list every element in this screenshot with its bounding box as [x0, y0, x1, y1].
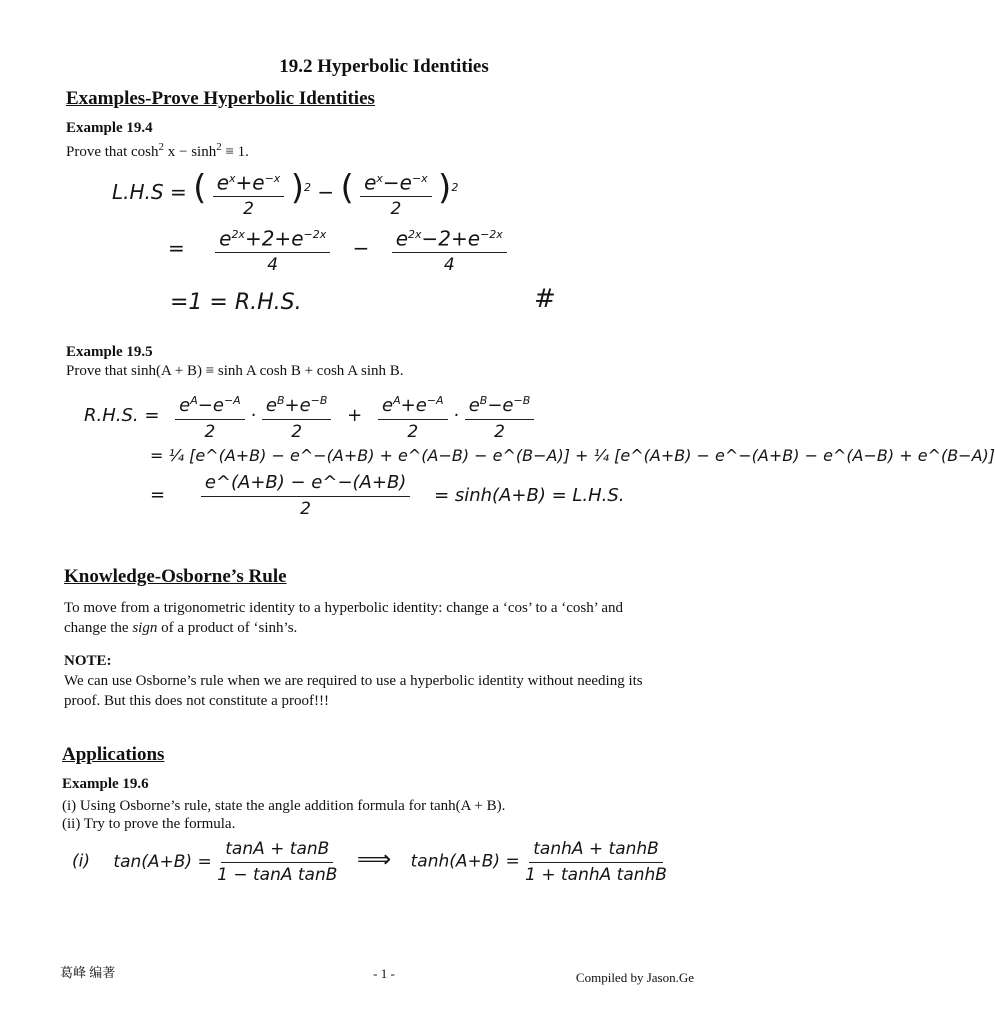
- section-heading-osborne: Knowledge-Osborne’s Rule: [64, 566, 287, 587]
- note-paragraph: We can use Osborne’s rule when we are required to use a hyperbolic identity without needing its proof. But this does not constitute a proof!!!: [64, 673, 643, 709]
- note-label: NOTE:: [64, 653, 112, 669]
- example-19-4-prompt: Prove that $\cosh^2 x - \sinh^2 \equiv 1$.: [66, 141, 249, 160]
- example-19-6-item-ii: (ii) Try to prove the formula.: [62, 816, 236, 832]
- handwritten-rhs-line2: = ¼ [e^(A+B) − e^−(A+B) + e^(A−B) − e^(B−A)] + ¼ [e^(A+B) − e^−(A+B) − e^(A−B) + e^(B−A)]: [150, 446, 995, 465]
- example-19-6-title: Example 19.6: [62, 776, 149, 792]
- handwritten-lhs-line1: L.H.S = ( $\frac{e^x+e^{-x}}{2}$ )$^2$ − ( $\frac{e^x-e^{-x}}{2}$ )$^2$: [112, 167, 459, 219]
- handwritten-lhs-line2: = $\frac{e^{2x}+2+e^{-2x}}{4}$ − $\frac{e^{2x}-2+e^{-2x}}{4}$: [168, 222, 507, 277]
- handwritten-rhs-line1: R.H.S. = $\frac{e^A-e^{-A}}{2}$ · $\frac{e^B+e^{-B}}{2}$ + $\frac{e^A+e^{-A}}{2}$ · $\frac{e^B-e^{-B}}{2}$: [84, 388, 534, 444]
- example-19-5-prompt: Prove that sinh(A + B) ≡ sinh A cosh B + cosh A sinh B.: [66, 363, 404, 379]
- page-number: - 1 -: [373, 966, 395, 981]
- handwritten-rhs-line3: = $\frac{e\^{}(A+B) - e\^{}-(A+B)}{2}$ = sinh(A+B) = L.H.S.: [150, 472, 625, 519]
- handwritten-lhs-line3: =1 = R.H.S.: [170, 290, 302, 315]
- page-title: 19.2 Hyperbolic Identities: [279, 56, 489, 77]
- hash-mark: #: [534, 284, 556, 314]
- example-19-4-title: Example 19.4: [66, 120, 153, 136]
- example-19-5-title: Example 19.5: [66, 344, 153, 360]
- osborne-rule-paragraph: To move from a trigonometric identity to a hyperbolic identity: change a ‘cos’ to a ‘cosh’ and change the sign of a product of ‘sinh’s.: [64, 600, 624, 636]
- footer-compiled-by: Compiled by Jason.Ge: [575, 970, 694, 985]
- section-heading-examples: Examples-Prove Hyperbolic Identities: [66, 88, 375, 109]
- footer-author: 葛峰 编著: [60, 965, 116, 980]
- example-19-6-item-i: (i) Using Osborne’s rule, state the angle addition formula for tanh(A + B).: [62, 798, 506, 814]
- handwritten-osborne-answer: (i) tan(A+B) = $\frac{\tan A + \tan B}{\text{1 − tanA tanB}}$ ⟹ tanh(A+B) = $\frac{\tanh A + \tanh B}{\text{1 + tanhA tanhB}}$: [72, 836, 667, 887]
- section-heading-applications: Applications: [62, 744, 165, 765]
